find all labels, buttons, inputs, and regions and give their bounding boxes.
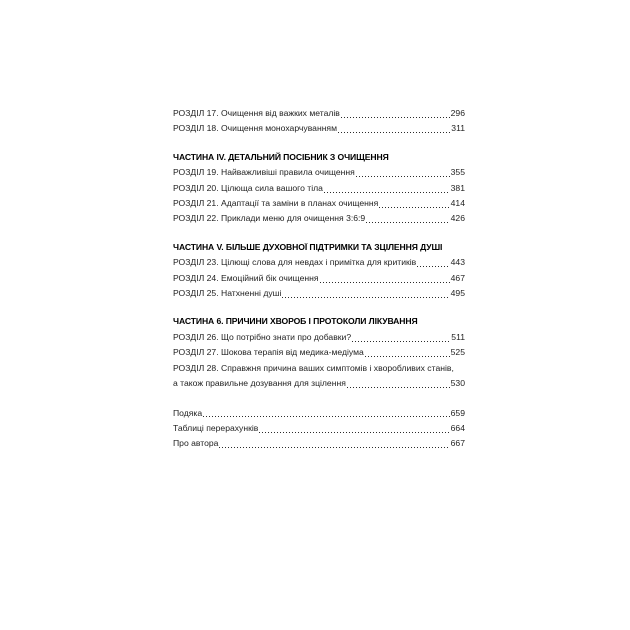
toc-entry-page: 467 [450, 272, 465, 283]
toc-entry [173, 181, 465, 196]
toc-entry-label: РОЗДІЛ 24. Емоційний бік очищення [173, 272, 319, 283]
toc-entry-label: РОЗДІЛ 28. Справжня причина ваших симптомів і хворобливих станів, [173, 362, 454, 373]
dot-leader [366, 211, 449, 226]
toc-entry-page: 659 [450, 407, 465, 418]
toc-entry-page: 511 [451, 331, 465, 342]
toc-entry-label: РОЗДІЛ 26. Що потрібно знати про добавки? [173, 331, 352, 342]
toc-entry-page: 311 [451, 123, 465, 134]
toc-entry-page: 443 [450, 257, 465, 268]
dot-leader [341, 106, 450, 121]
toc-entry-page: 495 [450, 288, 465, 299]
toc-entry [173, 421, 465, 436]
toc-entry [173, 121, 465, 136]
toc-entry-label: Про автора [173, 438, 219, 449]
toc-entry-label: РОЗДІЛ 21. Адаптації та заміни в планах очищення [173, 198, 379, 209]
toc-entry-label: РОЗДІЛ 22. Приклади меню для очищення 3:6:9 [173, 213, 366, 224]
toc-entry-label: РОЗДІЛ 17. Очищення від важких металів [173, 108, 340, 118]
toc-section-part-5 [173, 240, 465, 302]
toc-entry [173, 436, 465, 451]
toc-section-chapters-17-18 [173, 106, 465, 137]
toc-section-back-matter [173, 406, 465, 452]
toc-entry-label: РОЗДІЛ 18. Очищення монохарчуванням [173, 123, 337, 134]
toc-entry [173, 255, 465, 270]
toc-entry [173, 330, 465, 345]
dot-leader [338, 121, 450, 136]
dot-leader [352, 330, 450, 345]
toc-entry-page: 667 [450, 438, 465, 449]
toc-entry-label: РОЗДІЛ 20. Цілюща сила вашого тіла [173, 182, 323, 193]
toc-entry-label: РОЗДІЛ 27. Шокова терапія від медика-медіума [173, 347, 364, 358]
dot-leader [365, 345, 450, 360]
toc-entry [173, 271, 465, 286]
toc-entry [173, 211, 465, 226]
toc-entry-label: РОЗДІЛ 23. Цілющі слова для невдах і примітка для критиків [173, 257, 417, 268]
toc-entry-page: 355 [450, 167, 465, 178]
toc-entry-page: 530 [450, 378, 465, 389]
dot-leader [203, 406, 449, 421]
dot-leader [324, 181, 450, 196]
toc-entry [173, 406, 465, 421]
toc-section-heading: ЧАСТИНА V. БІЛЬШЕ ДУХОВНОЇ ПІДТРИМКИ ТА ЗЦІЛЕННЯ ДУШІ [173, 241, 443, 252]
dot-leader [417, 255, 449, 270]
table-of-contents [173, 106, 465, 452]
toc-entry-page: 426 [450, 213, 465, 224]
toc-section-part-4 [173, 150, 465, 227]
toc-entry-label: Подяка [173, 407, 203, 418]
dot-leader [379, 196, 449, 211]
toc-entry-label: а також правильне дозування для зцілення [173, 378, 346, 389]
toc-entry-page: 381 [450, 182, 465, 193]
toc-entry-label: РОЗДІЛ 19. Найважливіші правила очищення [173, 167, 355, 178]
toc-section-part-6 [173, 314, 465, 391]
toc-section-heading: ЧАСТИНА IV. ДЕТАЛЬНИЙ ПОСІБНИК З ОЧИЩЕННЯ [173, 151, 389, 162]
toc-entry [173, 196, 465, 211]
toc-entry-page: 414 [450, 198, 465, 209]
dot-leader [356, 165, 450, 180]
toc-entry [173, 165, 465, 180]
toc-entry-continuation [173, 376, 465, 391]
toc-entry-page: 525 [450, 347, 465, 358]
dot-leader [320, 271, 450, 286]
dot-leader [259, 421, 449, 436]
toc-section-heading: ЧАСТИНА 6. ПРИЧИНИ ХВОРОБ І ПРОТОКОЛИ ЛІКУВАННЯ [173, 316, 418, 327]
toc-entry-label: РОЗДІЛ 25. Натхненні душі [173, 288, 282, 299]
toc-entry [173, 106, 465, 121]
toc-entry-page: 664 [450, 422, 465, 433]
toc-entry-label: Таблиці перерахунків [173, 422, 259, 433]
toc-entry [173, 361, 465, 376]
toc-entry [173, 286, 465, 301]
dot-leader [347, 376, 450, 391]
dot-leader [282, 286, 449, 301]
dot-leader [219, 436, 449, 451]
toc-entry [173, 345, 465, 360]
toc-entry-page: 296 [450, 108, 465, 118]
